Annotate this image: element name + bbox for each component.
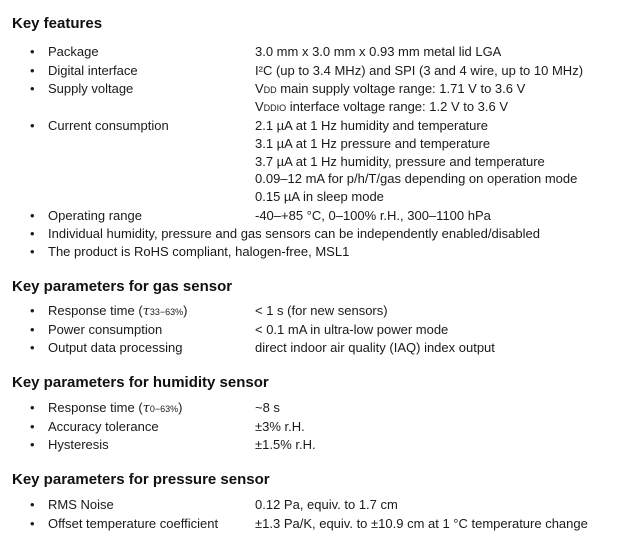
item-label: Hysteresis [48,437,109,452]
tau-subscript: 33−63% [149,307,184,317]
bullet: • [30,516,35,531]
list-item-supply-voltage [0,80,623,98]
list-item-pressure-offset-temp [0,515,623,533]
item-label: Accuracy tolerance [48,419,159,434]
list-item-individual-sensors [0,225,623,243]
list-item-humidity-hysteresis [0,436,623,454]
list-item-gas-response-time [0,302,623,320]
list-item-current-consumption-3 [0,153,623,171]
key-features-heading: Key features [12,15,103,32]
item-value: -40–+85 °C, 0–100% r.H., 300–1100 hPa [255,208,491,223]
list-item-gas-power [0,321,623,339]
tau-subscript: 0−63% [149,404,179,414]
list-item-package [0,43,623,61]
item-label: RMS Noise [48,497,114,512]
item-value: ~8 s [255,400,280,415]
tau-symbol: τ [142,401,150,416]
item-label: Package [48,44,99,59]
list-item-operating-range [0,207,623,225]
list-item-rohs [0,243,623,261]
item-label: Supply voltage [48,81,134,96]
bullet: • [30,44,35,59]
label-end: ) [183,303,188,318]
label-text: Response time ( [48,303,143,318]
item-value: I²C (up to 3.4 MHz) and SPI (3 and 4 wire, up to 10 MHz) [255,63,584,78]
item-label [48,302,187,321]
item-label: The product is RoHS compliant, halogen-free, MSL1 [48,244,350,259]
item-value: 3.0 mm x 3.0 mm x 0.93 mm metal lid LGA [255,44,502,59]
list-item-digital-interface [0,62,623,80]
item-value: ±3% r.H. [255,419,305,434]
item-label: Output data processing [48,340,183,355]
item-value: direct indoor air quality (IAQ) index output [255,340,495,355]
list-item-supply-voltage-vddio [0,98,623,116]
list-item-current-consumption-4 [0,170,623,188]
item-value-vddio [255,98,508,117]
item-label: Individual humidity, pressure and gas sensors can be independently enabled/disabled [48,226,540,241]
bullet: • [30,226,35,241]
item-label [48,399,182,418]
list-item-current-consumption-2 [0,135,623,153]
bullet: • [30,437,35,452]
bullet: • [30,118,35,133]
bullet: • [30,244,35,259]
item-value: ±1.5% r.H. [255,437,316,452]
bullet: • [30,81,35,96]
bullet: • [30,497,35,512]
bullet: • [30,63,35,78]
vddio-subscript: DDIO [263,103,287,113]
bullet: • [30,400,35,415]
item-value: < 0.1 mA in ultra-low power mode [255,322,449,337]
label-text: Response time ( [48,400,143,415]
item-label: Digital interface [48,63,138,78]
item-label: Offset temperature coefficient [48,516,219,531]
item-value-vdd [255,80,525,99]
pressure-sensor-heading: Key parameters for pressure sensor [12,471,270,488]
item-value: 3.1 µA at 1 Hz pressure and temperature [255,136,491,151]
item-value: 0.09–12 mA for p/h/T/gas depending on operation mode [255,171,578,186]
list-item-pressure-rms-noise [0,496,623,514]
item-label: Operating range [48,208,142,223]
list-item-gas-output [0,339,623,357]
vddio-prefix: V [255,99,264,114]
tau-symbol: τ [142,304,150,319]
list-item-humidity-response-time [0,399,623,417]
vddio-text: interface voltage range: 1.2 V to 3.6 V [286,99,509,114]
list-item-humidity-accuracy [0,418,623,436]
vdd-prefix: V [255,81,264,96]
item-value: < 1 s (for new sensors) [255,303,388,318]
item-value: 0.12 Pa, equiv. to 1.7 cm [255,497,398,512]
item-value: ±1.3 Pa/K, equiv. to ±10.9 cm at 1 °C temperature change [255,516,588,531]
bullet: • [30,208,35,223]
vdd-text: main supply voltage range: 1.71 V to 3.6 V [276,81,526,96]
item-label: Current consumption [48,118,169,133]
vdd-subscript: DD [263,85,277,95]
list-item-current-consumption [0,117,623,135]
list-item-current-consumption-5 [0,188,623,206]
label-end: ) [178,400,183,415]
item-value: 2.1 µA at 1 Hz humidity and temperature [255,118,488,133]
item-value: 0.15 µA in sleep mode [255,189,384,204]
bullet: • [30,419,35,434]
humidity-sensor-heading: Key parameters for humidity sensor [12,374,269,391]
item-label: Power consumption [48,322,163,337]
gas-sensor-heading: Key parameters for gas sensor [12,278,233,295]
bullet: • [30,322,35,337]
bullet: • [30,340,35,355]
item-value: 3.7 µA at 1 Hz humidity, pressure and temperature [255,154,545,169]
bullet: • [30,303,35,318]
